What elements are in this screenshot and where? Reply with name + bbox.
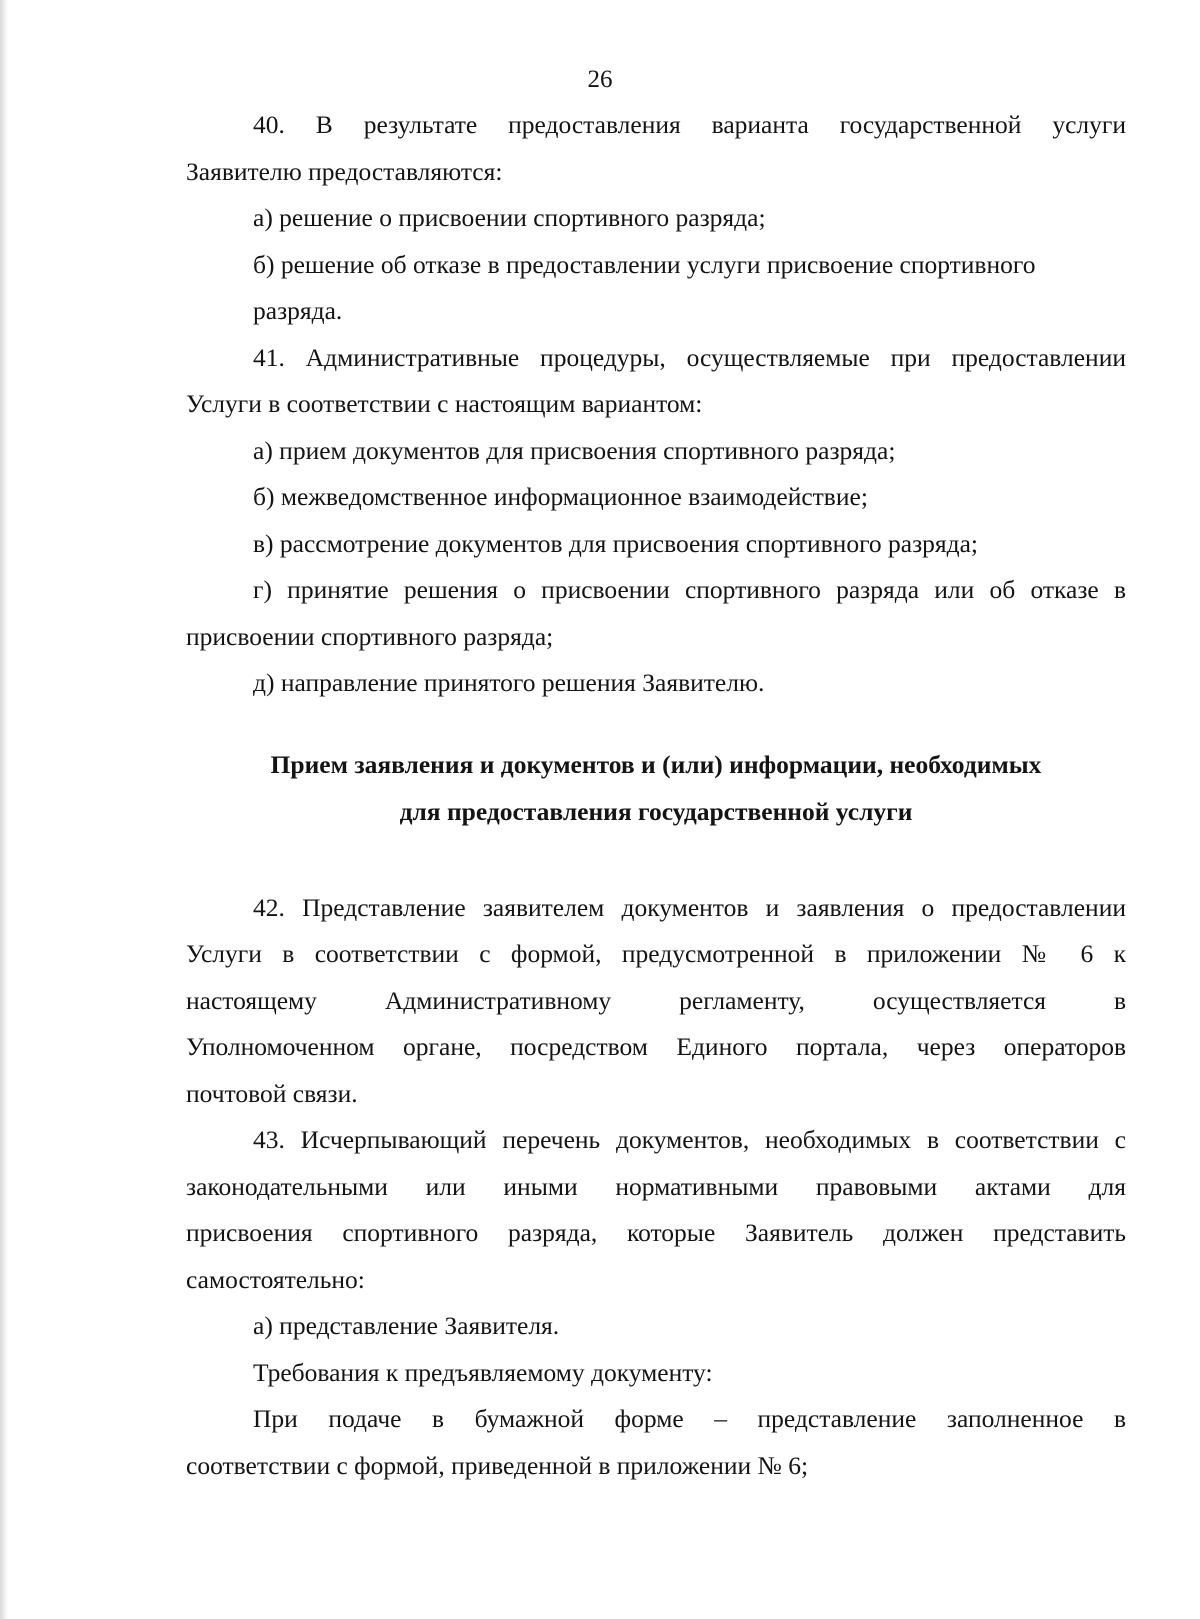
list-item-40-b-line-1: б) решение об отказе в предоставлении услуги присвоение спортивного [253,249,1036,279]
paragraph-40-line-2: Заявителю предоставляются: [186,156,503,186]
requirements-title: Требования к предъявляемому документу: [253,1357,713,1387]
list-item-41-d-line-2: присвоении спортивного разряда; [186,621,554,651]
paragraph-42-line-4: Уполномоченном органе, посредством Единого портала, через операторов [186,1032,1126,1061]
list-item-40-a: а) решение о присвоении спортивного разряда; [253,203,766,232]
section-heading [186,741,1126,835]
paper-submission-line-2: соответствии с формой, приведенной в приложении № 6; [186,1450,809,1480]
paragraph-42-line-1: 42. Представление заявителем документов и заявления о предоставлении [253,892,1126,922]
paragraph-41-line-1: 41. Административные процедуры, осуществляемые при предоставлении [253,342,1126,372]
list-item-41-b: б) межведомственное информационное взаимодействие; [253,482,868,511]
paragraph-43-line-4: самостоятельно: [186,1264,365,1294]
paragraph-40-line-1: 40. В результате предоставления варианта государственной услуги [253,110,1126,139]
paragraph-43-line-3: присвоения спортивного разряда, которые Заявитель должен представить [186,1218,1126,1247]
list-item-41-c: в) рассмотрение документов для присвоения спортивного разряда; [253,528,979,558]
page-number: 26 [587,66,613,93]
scan-edge-shadow [0,0,8,1619]
list-item-41-a: а) прием документов для присвоения спортивного разряда; [253,435,896,465]
paragraph-42-line-3: настоящему Административному регламенту, осуществляется в [186,985,1126,1015]
section-heading-line-2: для предоставления государственной услуги [399,796,913,826]
paragraph-43-line-2: законодательными или иными нормативными правовыми актами для [186,1171,1126,1201]
paragraph-42-line-5: почтовой связи. [186,1078,358,1108]
document-body [186,102,1126,1489]
list-item-43-a: а) представление Заявителя. [253,1311,560,1340]
list-item-41-e: д) направление принятого решения Заявителю. [253,668,765,697]
paper-submission-line-1: При подаче в бумажной форме – представление заполненное в [253,1404,1126,1433]
paragraph-41-line-2: Услуги в соответствии с настоящим вариантом: [186,389,703,418]
section-heading-line-1: Прием заявления и документов и (или) информации, необходимых [270,749,1042,779]
list-item-40-b-line-2: разряда. [253,296,343,325]
paragraph-42-line-2: Услуги в соответствии с формой, предусмотренной в приложении № 6 к [186,939,1126,968]
list-item-41-d-line-1: г) принятие решения о присвоении спортивного разряда или об отказе в [253,575,1126,604]
paragraph-43-line-1: 43. Исчерпывающий перечень документов, необходимых в соответствии с [253,1125,1126,1154]
